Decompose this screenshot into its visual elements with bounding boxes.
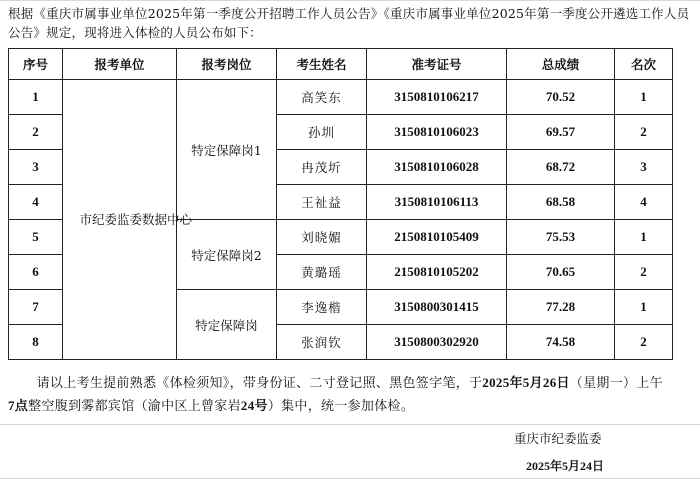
cell-name: 黄璐瑶 [277, 255, 367, 290]
issue-date: 2025年5月24日 [526, 459, 605, 473]
notice-time: 7点 [8, 398, 29, 413]
cell-ticket: 3150800302920 [367, 325, 507, 360]
cell-score: 75.53 [507, 220, 615, 255]
cell-name: 刘晓媚 [277, 220, 367, 255]
cell-rank: 2 [615, 115, 673, 150]
cell-position-3: 特定保障岗 [177, 290, 277, 360]
notice-address-number: 24号 [240, 398, 268, 413]
bottom-divider-line [0, 478, 700, 479]
header-seq: 序号 [9, 49, 63, 80]
table-header-row [9, 49, 673, 80]
notice-text-3: 整空腹到雾都宾馆（渝中区上曾家岩 [28, 399, 241, 414]
header-rank: 名次 [615, 49, 673, 80]
cell-seq: 5 [9, 220, 63, 255]
cell-seq: 3 [9, 150, 63, 185]
cell-rank: 3 [615, 150, 673, 185]
cell-seq: 7 [9, 290, 63, 325]
notice-text-4: ）集中，统一参加体检。 [267, 399, 415, 414]
intro-paragraph: 根据《重庆市属事业单位2025年第一季度公开招聘工作人员公告》《重庆市属事业单位2025年第一季度公开遴选工作人员公告》规定，现将进入体检的人员公布如下： [8, 6, 690, 40]
cell-score: 70.65 [507, 255, 615, 290]
notice-text-2: （星期一）上午 [569, 376, 663, 391]
cell-ticket: 3150810106028 [367, 150, 507, 185]
cell-score: 68.72 [507, 150, 615, 185]
cell-position-1: 特定保障岗1 [177, 80, 277, 220]
cell-score: 77.28 [507, 290, 615, 325]
cell-name: 李逸楷 [277, 290, 367, 325]
cell-ticket: 2150810105202 [367, 255, 507, 290]
cell-score: 74.58 [507, 325, 615, 360]
cell-rank: 4 [615, 185, 673, 220]
cell-seq: 8 [9, 325, 63, 360]
cell-ticket: 3150810106217 [367, 80, 507, 115]
signer-org: 重庆市纪委监委 [514, 431, 602, 446]
notice-date: 2025年5月26日 [482, 375, 570, 390]
cell-rank: 2 [615, 255, 673, 290]
divider-line [0, 424, 700, 425]
header-score: 总成绩 [507, 49, 615, 80]
cell-name: 张润钦 [277, 325, 367, 360]
cell-ticket: 3150810106113 [367, 185, 507, 220]
cell-name: 冉茂圻 [277, 150, 367, 185]
header-position: 报考岗位 [177, 49, 277, 80]
cell-ticket: 2150810105409 [367, 220, 507, 255]
cell-seq: 6 [9, 255, 63, 290]
cell-ticket: 3150800301415 [367, 290, 507, 325]
unit-text: 市纪委监委数据中心 [79, 211, 193, 227]
cell-seq: 2 [9, 115, 63, 150]
header-name: 考生姓名 [277, 49, 367, 80]
cell-seq: 1 [9, 80, 63, 115]
cell-ticket: 3150810106023 [367, 115, 507, 150]
cell-rank: 1 [615, 80, 673, 115]
exam-roster-table [8, 48, 673, 360]
cell-name: 高笑东 [277, 80, 367, 115]
header-unit: 报考单位 [63, 49, 177, 80]
cell-rank: 2 [615, 325, 673, 360]
cell-position-2: 特定保障岗2 [177, 220, 277, 290]
header-ticket: 准考证号 [367, 49, 507, 80]
cell-rank: 1 [615, 220, 673, 255]
cell-rank: 1 [615, 290, 673, 325]
cell-name: 王祉益 [277, 185, 367, 220]
notice-paragraph [8, 372, 668, 418]
cell-seq: 4 [9, 185, 63, 220]
cell-score: 69.57 [507, 115, 615, 150]
cell-score: 70.52 [507, 80, 615, 115]
cell-score: 68.58 [507, 185, 615, 220]
cell-unit [63, 80, 193, 360]
notice-text-1: 请以上考生提前熟悉《体检须知》，带身份证、二寸登记照、黑色签字笔，于 [36, 376, 483, 391]
top-border-line [0, 0, 700, 1]
cell-name: 孙圳 [277, 115, 367, 150]
table-row [9, 80, 673, 115]
